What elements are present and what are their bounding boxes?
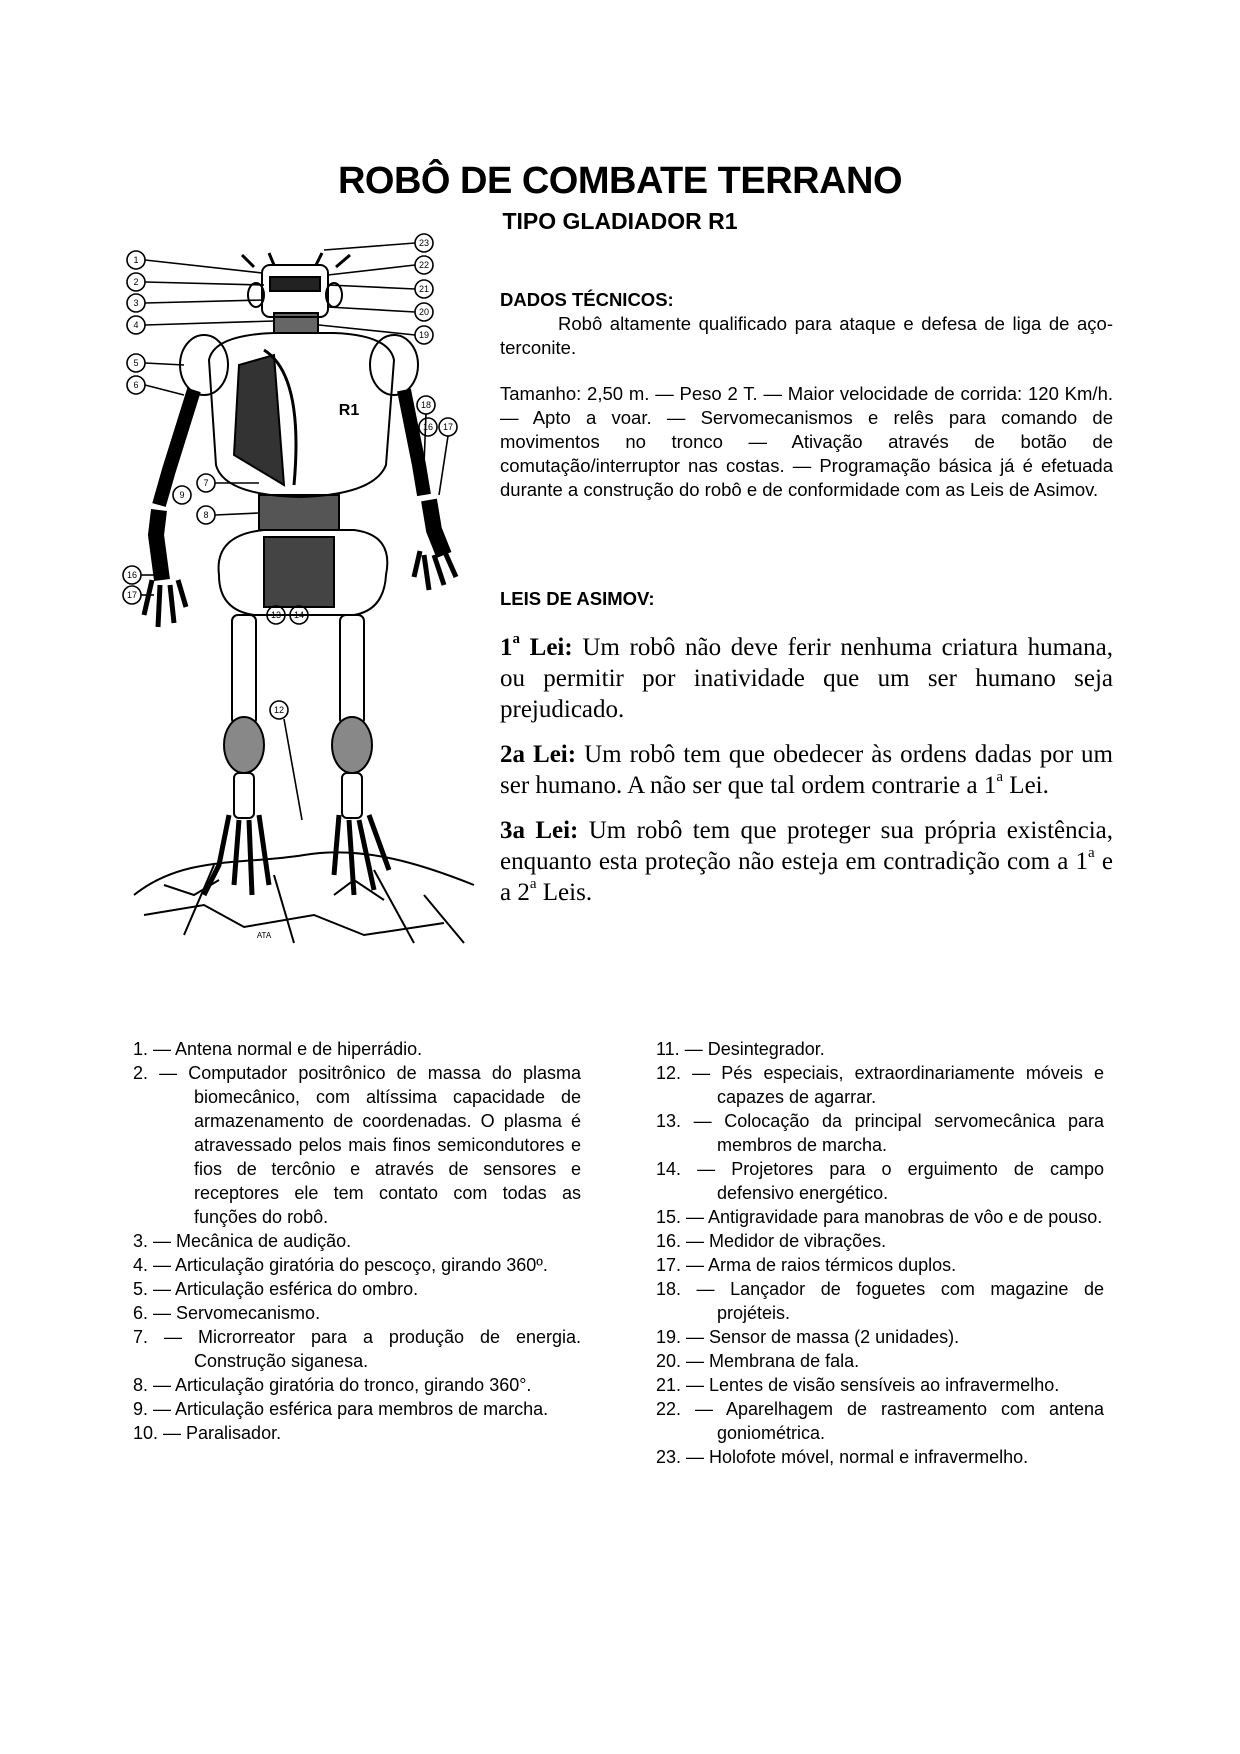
callout-21: 21 bbox=[418, 284, 430, 294]
legend-item: 10. — Paralisador. bbox=[133, 1423, 282, 1443]
law-3 bbox=[500, 815, 1113, 908]
legend-item: 8. — Articulação giratória do tronco, girando 360°. bbox=[133, 1375, 532, 1395]
callout-22: 22 bbox=[418, 260, 430, 270]
legend-item: 13. — Colocação da principal servomecânica para membros de marcha. bbox=[656, 1111, 1104, 1155]
legend-item: 5. — Articulação esférica do ombro. bbox=[133, 1279, 419, 1299]
law-3-sup-1: a bbox=[1088, 844, 1095, 861]
page-title: ROBÔ DE COMBATE TERRANO bbox=[337, 160, 903, 202]
legend-item: 15. — Antigravidade para manobras de vôo e de pouso. bbox=[656, 1207, 1103, 1227]
law-2-text-b: Lei. bbox=[1003, 772, 1049, 799]
law-3-label: 3a Lei: bbox=[500, 817, 579, 844]
callout-14: 14 bbox=[293, 610, 305, 620]
callout-17-right: 17 bbox=[442, 422, 454, 432]
legend-item: 4. — Articulação giratória do pescoço, girando 360º. bbox=[133, 1255, 548, 1275]
legend-item: 17. — Arma de raios térmicos duplos. bbox=[656, 1255, 957, 1275]
law-3-text-b: e a 2 bbox=[500, 848, 1113, 906]
legend-item: 9. — Articulação esférica para membros de marcha. bbox=[133, 1399, 549, 1419]
law-2-label: 2a Lei: bbox=[500, 741, 577, 768]
technical-paragraph-1: Robô altamente qualificado para ataque e defesa de liga de aço-terconite. bbox=[500, 313, 1113, 358]
technical-heading: DADOS TÉCNICOS: bbox=[500, 289, 674, 310]
legend-item: 18. — Lançador de foguetes com magazine de projéteis. bbox=[656, 1279, 1104, 1323]
callout-12: 12 bbox=[273, 705, 285, 715]
callout-7: 7 bbox=[203, 478, 209, 488]
law-1 bbox=[500, 632, 1113, 725]
callout-5: 5 bbox=[133, 358, 139, 368]
technical-data bbox=[500, 288, 1113, 502]
legend-item: 22. — Aparelhagem de rastreamento com antena goniométrica. bbox=[656, 1399, 1104, 1443]
callout-16-left: 16 bbox=[126, 570, 138, 580]
legend-list-right bbox=[656, 1037, 1104, 1469]
law-2-text-a: Um robô tem que obedecer às ordens dadas por um ser humano. A não ser que tal ordem contrarie a 1 bbox=[500, 741, 1113, 799]
legend-item: 21. — Lentes de visão sensíveis ao infravermelho. bbox=[656, 1375, 1060, 1395]
law-2 bbox=[500, 739, 1113, 801]
callout-8: 8 bbox=[203, 510, 209, 520]
page-subtitle: TIPO GLADIADOR R1 bbox=[502, 208, 738, 234]
callout-16-right: 16 bbox=[422, 422, 434, 432]
laws-heading: LEIS DE ASIMOV: bbox=[500, 588, 655, 609]
legend-item: 11. — Desintegrador. bbox=[656, 1039, 825, 1059]
law-1-word: Lei: bbox=[520, 634, 573, 661]
asimov-laws bbox=[500, 632, 1113, 922]
legend-item: 23. — Holofote móvel, normal e infravermelho. bbox=[656, 1447, 1029, 1467]
callout-6: 6 bbox=[133, 380, 139, 390]
legend-item: 2. — Computador positrônico de massa do plasma biomecânico, com altíssima capacidade de armazenamento de coordenadas. O plasma é atravessado pelos mais finos semicondutores e fios de tercônio e através de sensores e receptores ele tem contato com todas as funções do robô. bbox=[133, 1063, 581, 1227]
law-1-number: 1 bbox=[500, 634, 513, 661]
law-1-sup: a bbox=[512, 630, 520, 647]
legend-item: 14. — Projetores para o erguimento de campo defensivo energético. bbox=[656, 1159, 1104, 1203]
callout-1: 1 bbox=[133, 255, 139, 265]
legend-item: 12. — Pés especiais, extraordinariamente móveis e capazes de agarrar. bbox=[656, 1063, 1104, 1107]
callout-4: 4 bbox=[133, 320, 139, 330]
law-3-text-c: Leis. bbox=[536, 879, 593, 906]
callout-18: 18 bbox=[420, 400, 432, 410]
law-3-sup-2: a bbox=[529, 875, 537, 892]
robot-illustration bbox=[124, 238, 486, 943]
legend-item: 6. — Servomecanismo. bbox=[133, 1303, 321, 1323]
callout-23: 23 bbox=[418, 238, 430, 248]
law-1-text: Um robô não deve ferir nenhuma criatura humana, ou permitir por inatividade que um ser humano seja prejudicado. bbox=[500, 634, 1113, 723]
technical-paragraph-2: Tamanho: 2,50 m. — Peso 2 T. — Maior velocidade de corrida: 120 Km/h. — Apto a voar. — Servomecanismos e relês para comando de movimentos no tronco — Ativação através de botão de comutação/interruptor nas costas. — Programação básica já é efetuada durante a construção do robô e de conformidade com as Leis de Asimov. bbox=[500, 383, 1113, 500]
callout-13: 13 bbox=[270, 610, 282, 620]
callout-9: 9 bbox=[179, 490, 185, 500]
legend-item: 16. — Medidor de vibrações. bbox=[656, 1231, 887, 1251]
callout-17-left: 17 bbox=[126, 590, 138, 600]
artist-signature: ATA bbox=[256, 931, 272, 940]
callout-2: 2 bbox=[133, 277, 139, 287]
legend-item: 20. — Membrana de fala. bbox=[656, 1351, 860, 1371]
robot-diagram bbox=[124, 238, 486, 943]
callout-20: 20 bbox=[418, 307, 430, 317]
legend-item: 1. — Antena normal e de hiperrádio. bbox=[133, 1039, 423, 1059]
chest-label: R1 bbox=[338, 402, 360, 419]
law-2-sup: a bbox=[996, 768, 1004, 785]
callout-19: 19 bbox=[418, 330, 430, 340]
legend-item: 7. — Microrreator para a produção de energia. Construção siganesa. bbox=[133, 1327, 581, 1371]
law-1-label bbox=[500, 630, 573, 661]
law-3-text-a: Um robô tem que proteger sua própria existência, enquanto esta proteção não esteja em contradição com a 1 bbox=[500, 817, 1114, 875]
legend-list-left bbox=[133, 1037, 581, 1445]
callout-3: 3 bbox=[133, 298, 139, 308]
legend-item: 19. — Sensor de massa (2 unidades). bbox=[656, 1327, 960, 1347]
legend-item: 3. — Mecânica de audição. bbox=[133, 1231, 352, 1251]
